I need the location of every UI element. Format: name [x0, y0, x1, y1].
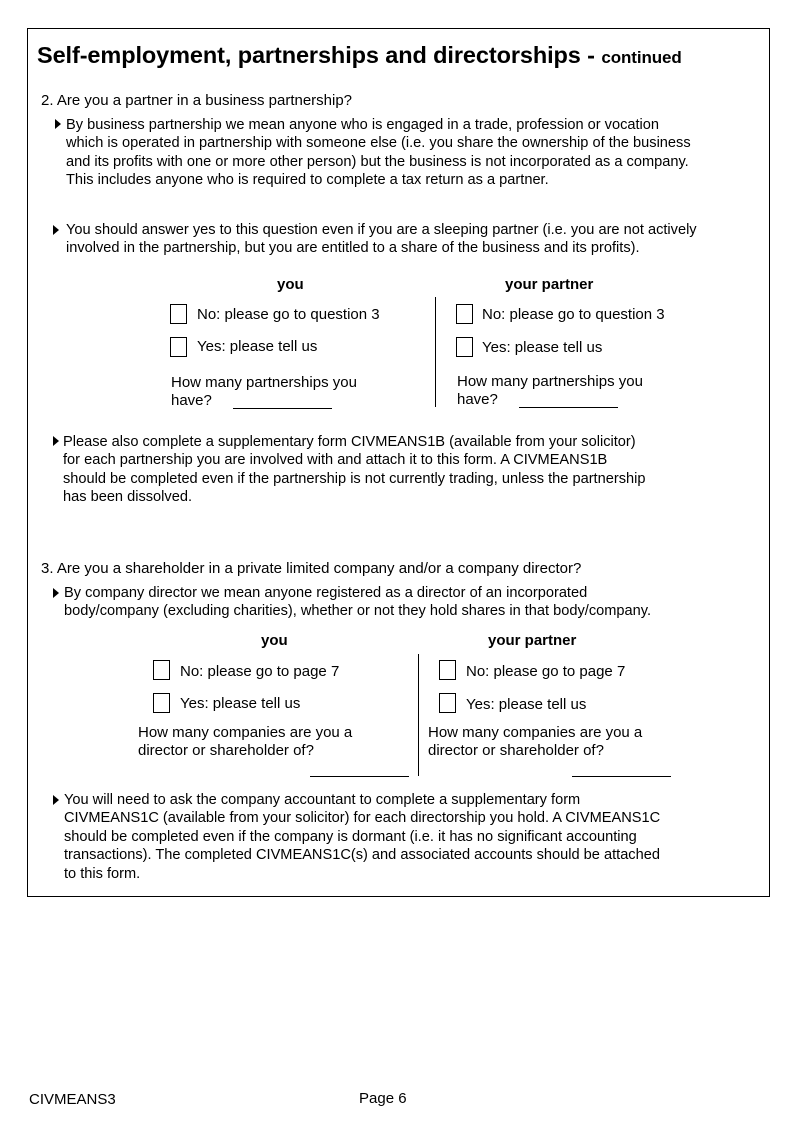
- q2-you-yes-checkbox[interactable]: [170, 337, 187, 357]
- q2-partner-yes-label: Yes: please tell us: [482, 339, 603, 356]
- q3-partner-yes-checkbox[interactable]: [439, 693, 456, 713]
- column-divider: [418, 654, 419, 776]
- page-number: Page 6: [359, 1090, 407, 1107]
- bullet-arrow-icon: [55, 119, 61, 129]
- q3-partner-header: your partner: [488, 632, 577, 649]
- q3-you-no-checkbox[interactable]: [153, 660, 170, 680]
- q2-partner-no-checkbox[interactable]: [456, 304, 473, 324]
- q2-you-count-question: How many partnerships you have?: [171, 374, 357, 409]
- q3-partner-count-question: How many companies are you a director or shareholder of?: [428, 724, 643, 759]
- section-title-suffix: continued: [601, 48, 682, 67]
- q3-you-yes-label: Yes: please tell us: [180, 695, 301, 712]
- bullet-arrow-icon: [53, 436, 59, 446]
- q2-you-no-label: No: please go to question 3: [197, 306, 380, 323]
- bullet-arrow-icon: [53, 795, 59, 805]
- q3-you-count-question: How many companies are you a director or shareholder of?: [138, 724, 353, 759]
- q2-partner-header: your partner: [505, 276, 594, 293]
- bullet-arrow-icon: [53, 588, 59, 598]
- bullet-arrow-icon: [53, 225, 59, 235]
- q3-you-yes-checkbox[interactable]: [153, 693, 170, 713]
- q3-you-header: you: [261, 632, 288, 649]
- q3-partner-no-label: No: please go to page 7: [466, 663, 626, 680]
- column-divider: [435, 297, 436, 407]
- q3-you-count-input[interactable]: [310, 776, 409, 777]
- q2-partner-count-input[interactable]: [519, 407, 618, 408]
- question-3: 3. Are you a shareholder in a private limited company and/or a company director?: [41, 560, 582, 577]
- q2-sleeping-partner-note: You should answer yes to this question even if you are a sleeping partner (i.e. you are not actively involved in the partnership, but you are entitled to a share of the business and its profits).: [66, 222, 697, 257]
- q3-partner-no-checkbox[interactable]: [439, 660, 456, 680]
- q2-you-no-checkbox[interactable]: [170, 304, 187, 324]
- q3-partner-yes-label: Yes: please tell us: [466, 696, 587, 713]
- q3-you-no-label: No: please go to page 7: [180, 663, 340, 680]
- q2-partner-count-question: How many partnerships you have?: [457, 373, 643, 408]
- question-2: 2. Are you a partner in a business partnership?: [41, 92, 353, 109]
- form-code: CIVMEANS3: [29, 1091, 116, 1108]
- q2-you-count-input[interactable]: [233, 408, 332, 409]
- q2-you-header: you: [277, 276, 304, 293]
- q2-partner-yes-checkbox[interactable]: [456, 337, 473, 357]
- section-title: [37, 42, 682, 69]
- q2-you-yes-label: Yes: please tell us: [197, 338, 318, 355]
- q2-partner-no-label: No: please go to question 3: [482, 306, 665, 323]
- q3-supplementary-form-note: You will need to ask the company accountant to complete a supplementary form CIVMEANS1C (available from your solicitor) for each directorship you hold. A CIVMEANS1C should be completed even if the company is dormant (i.e. it has no significant accounting transactions). The completed CIVMEANS1C(s) and associated accounts should be attached to this form.: [64, 792, 661, 882]
- q2-supplementary-form-note: Please also complete a supplementary form CIVMEANS1B (available from your solicitor) for each partnership you are involved with and attach it to this form. A CIVMEANS1B should be completed even if the partnership is not currently trading, unless the partnership has been dissolved.: [63, 434, 646, 506]
- section-title-main: Self-employment, partnerships and directorships -: [37, 42, 602, 68]
- q3-director-definition: By company director we mean anyone registered as a director of an incorporated body/company (excluding charities), whether or not they hold shares in that body/company.: [64, 585, 652, 620]
- q3-partner-count-input[interactable]: [572, 776, 671, 777]
- q2-partnership-definition: By business partnership we mean anyone who is engaged in a trade, profession or vocation which is operated in partnership with someone else (i.e. you share the ownership of the business and its profits with one or more other person) but the business is not incorporated as a company. This includes anyone who is required to complete a tax return as a partner.: [66, 117, 691, 189]
